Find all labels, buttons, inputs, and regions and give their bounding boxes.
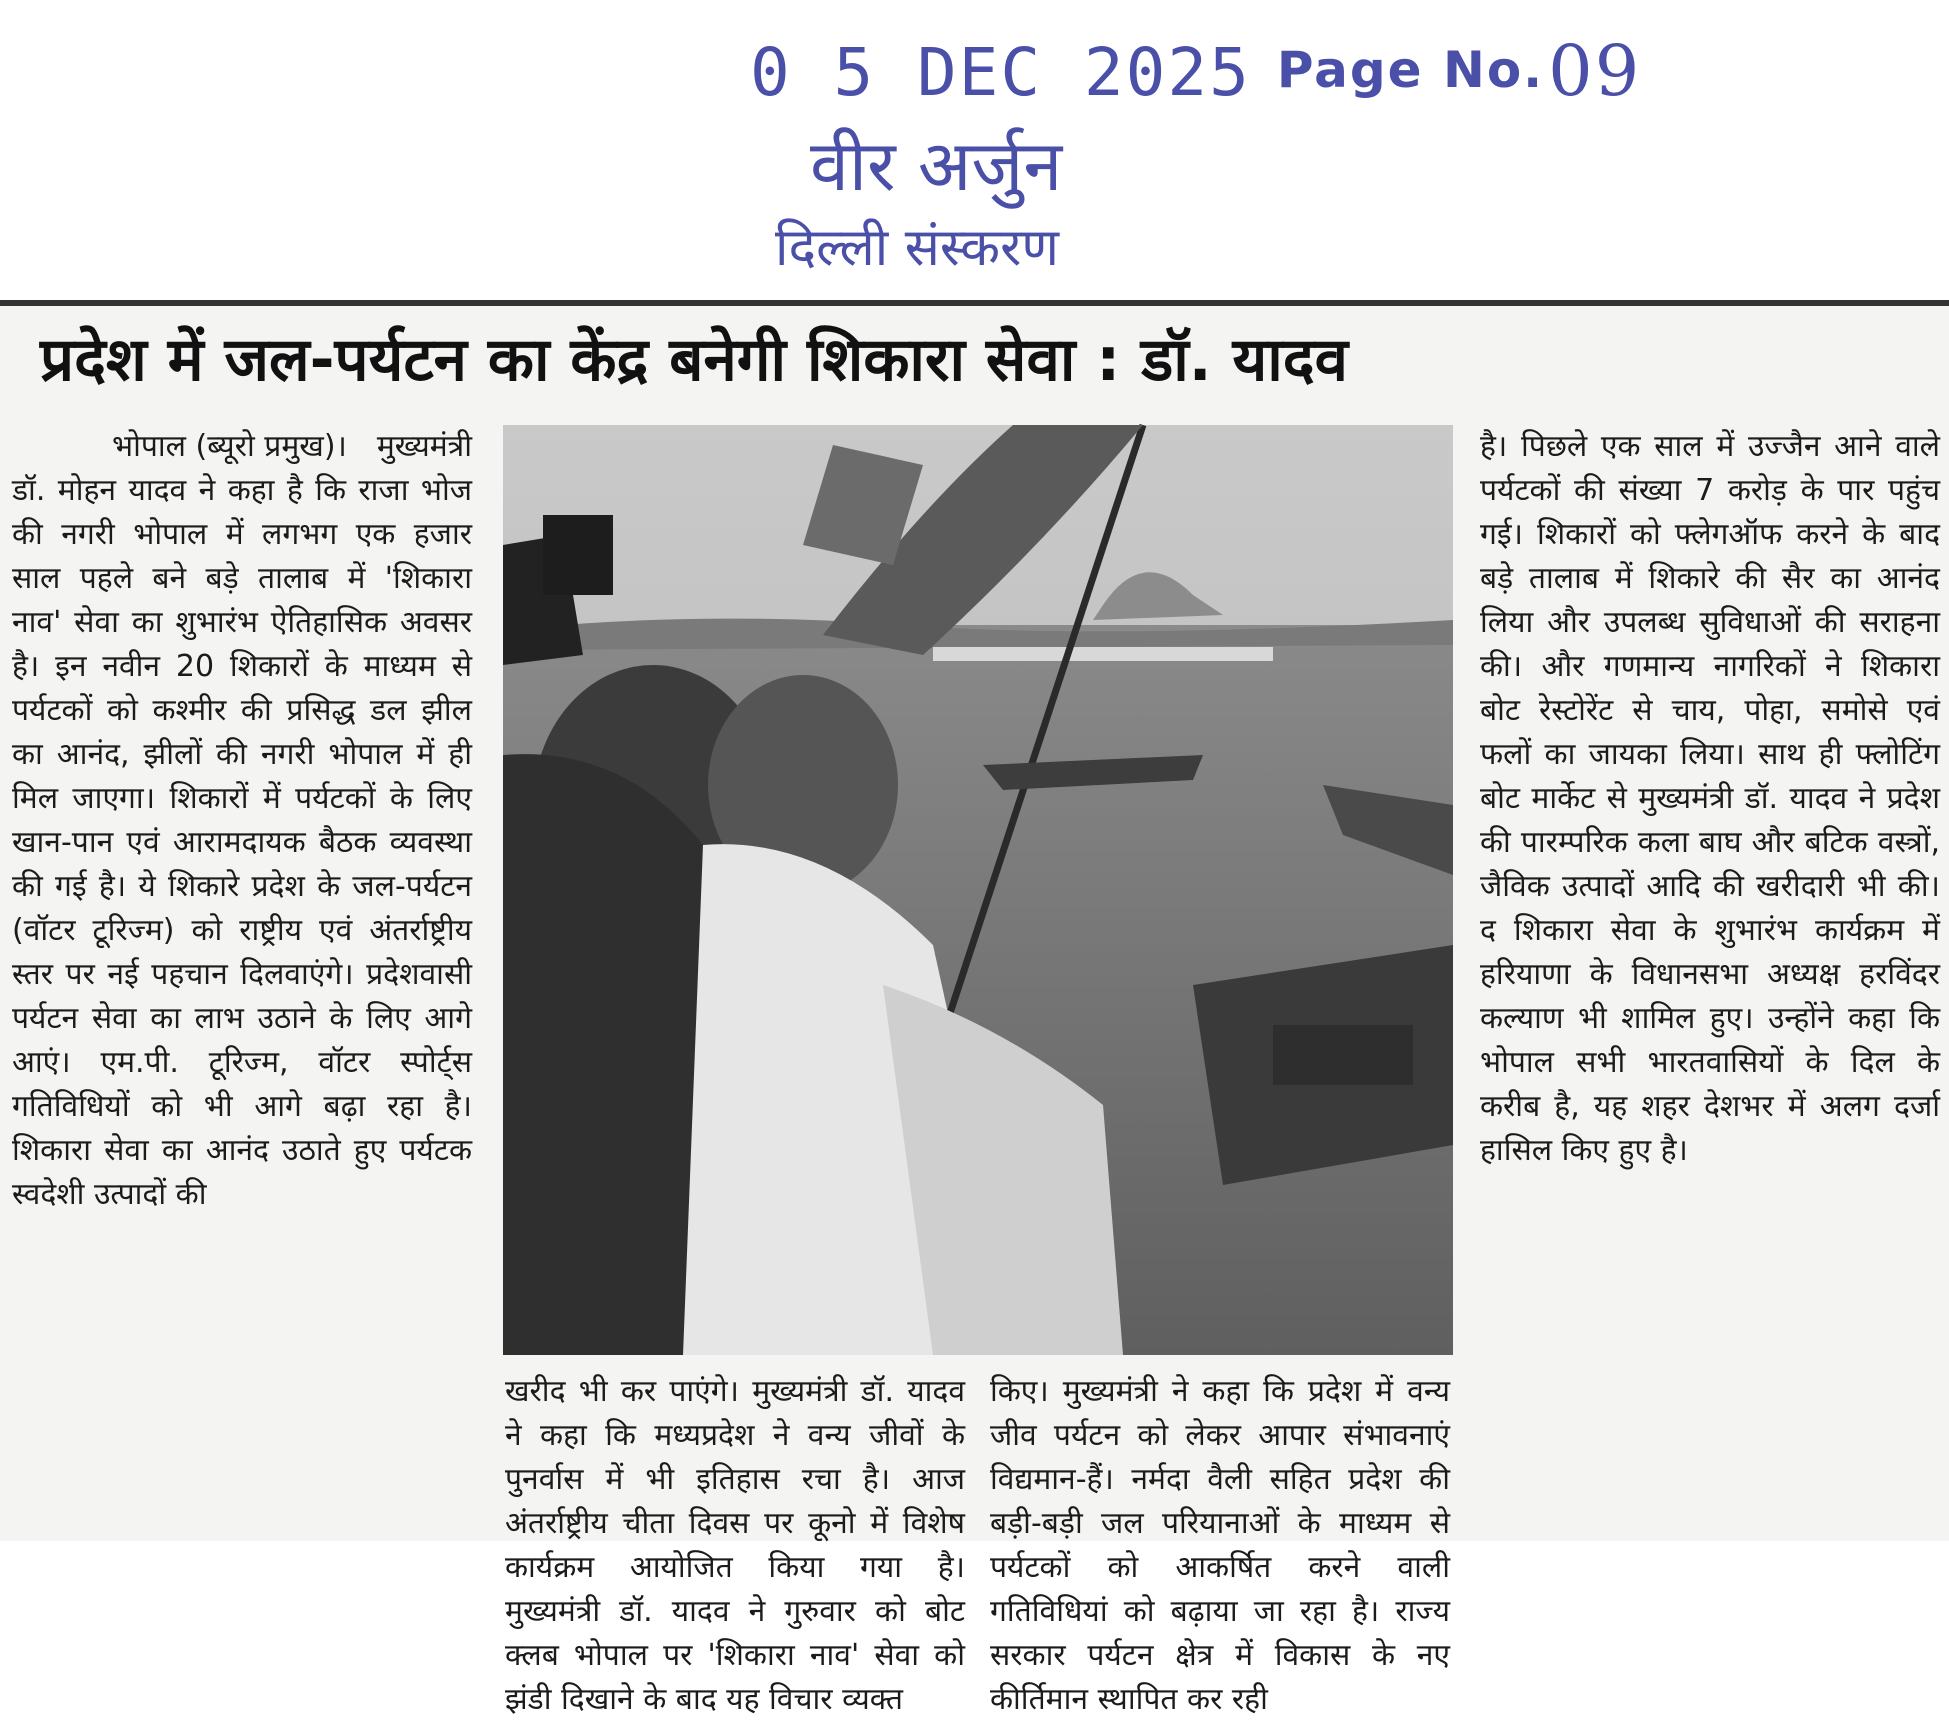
clipping-border [0, 300, 1949, 306]
boat-photo-illustration [503, 425, 1453, 1355]
article-photo [503, 425, 1453, 1355]
article-column-3 [990, 1370, 1450, 1717]
stamp-page-number: 09 [1548, 30, 1642, 112]
newspaper-clipping [0, 300, 1949, 1717]
newspaper-stamp [720, 20, 1642, 280]
stamp-date-line [750, 30, 1641, 112]
article-column-2 [505, 1370, 965, 1717]
column-2-text: खरीद भी कर पाएंगे। मुख्यमंत्री डॉ. यादव ने कहा कि मध्यप्रदेश ने वन्य जीवों के पुनर्वास में भी इतिहास रचा है। आज अंतर्राष्ट्रीय चीता दिवस पर कूनो में विशेष कार्यक्रम आयोजित किया गया है। मुख्यमंत्री डॉ. यादव ने गुरुवार को बोट क्लब भोपाल पर 'शिकारा नाव' सेवा को झंडी दिखाने के बाद यह विचार व्यक्त [505, 1374, 965, 1717]
article-dateline: भोपाल (ब्यूरो प्रमुख)। [112, 429, 347, 464]
stamp-edition: दिल्ली संस्करण [775, 218, 1059, 278]
stamp-date: 0 5 DEC 2025 [750, 34, 1251, 111]
stamp-page-label: Page No. [1276, 41, 1545, 99]
article-column-4 [1480, 425, 1940, 1535]
stamp-newspaper-name: वीर अर्जुन [810, 125, 1063, 207]
column-1-text: मुख्यमंत्री डॉ. मोहन यादव ने कहा है कि राजा भोज की नगरी भोपाल में लगभग एक हजार साल पहले बने बड़े तालाब में 'शिकारा नाव' सेवा का शुभारंभ ऐतिहासिक अवसर है। इन नवीन 20 शिकारों के माध्यम से पर्यटकों को कश्मीर की प्रसिद्ध डल झील का आनंद, झीलों की नगरी भोपाल में ही मिल जाएगा। शिकारों में पर्यटकों के लिए खान-पान एवं आरामदायक बैठक व्यवस्था की गई है। ये शिकारे प्रदेश के जल-पर्यटन (वॉटर टूरिज्म) को राष्ट्रीय एवं अंतर्राष्ट्रीय स्तर पर नई पहचान दिलवाएंगे। प्रदेशवासी पर्यटन सेवा का लाभ उठाने के लिए आगे आएं। एम.पी. टूरिज्म, वॉटर स्पोर्ट्स गतिविधियों को भी आगे बढ़ा रहा है। शिकारा सेवा का आनंद उठाते हुए पर्यटक स्वदेशी उत्पादों की [12, 429, 472, 1212]
column-3-text: किए। मुख्यमंत्री ने कहा कि प्रदेश में वन्य जीव पर्यटन को लेकर आपार संभावनाएं विद्यमान-हैं। नर्मदा वैली सहित प्रदेश की बड़ी-बड़ी जल परियानाओं के माध्यम से पर्यटकों को आकर्षित करने वाली गतिविधियां को बढ़ाया जा रहा है। राज्य सरकार पर्यटन क्षेत्र में विकास के नए कीर्तिमान स्थापित कर रही [990, 1374, 1450, 1717]
column-4-text: है। पिछले एक साल में उज्जैन आने वाले पर्यटकों की संख्या 7 करोड़ के पार पहुंच गई। शिकारों को फ्लेगऑफ करने के बाद बड़े तालाब में शिकारे की सैर का आनंद लिया और उपलब्ध सुविधाओं की सराहना की। और गणमान्य नागरिकों ने शिकारा बोट रेस्टोरेंट से चाय, पोहा, समोसे एवं फलों का जायका लिया। साथ ही फ्लोटिंग बोट मार्केट से मुख्यमंत्री डॉ. यादव ने प्रदेश की पारम्परिक कला बाघ और बटिक वस्त्रों, जैविक उत्पादों आदि की खरीदारी भी की। द शिकारा सेवा के शुभारंभ कार्यक्रम में हरियाणा के विधानसभा अध्यक्ष हरविंदर कल्याण भी शामिल हुए। उन्होंने कहा कि भोपाल सभी भारतवासियों के दिल के करीब है, यह शहर देशभर में अलग दर्जा हासिल किए हुए है। [1480, 429, 1940, 1168]
article-column-1 [12, 425, 472, 1535]
article-headline: प्रदेश में जल-पर्यटन का केंद्र बनेगी शिकारा सेवा : डॉ. यादव [40, 325, 1349, 395]
